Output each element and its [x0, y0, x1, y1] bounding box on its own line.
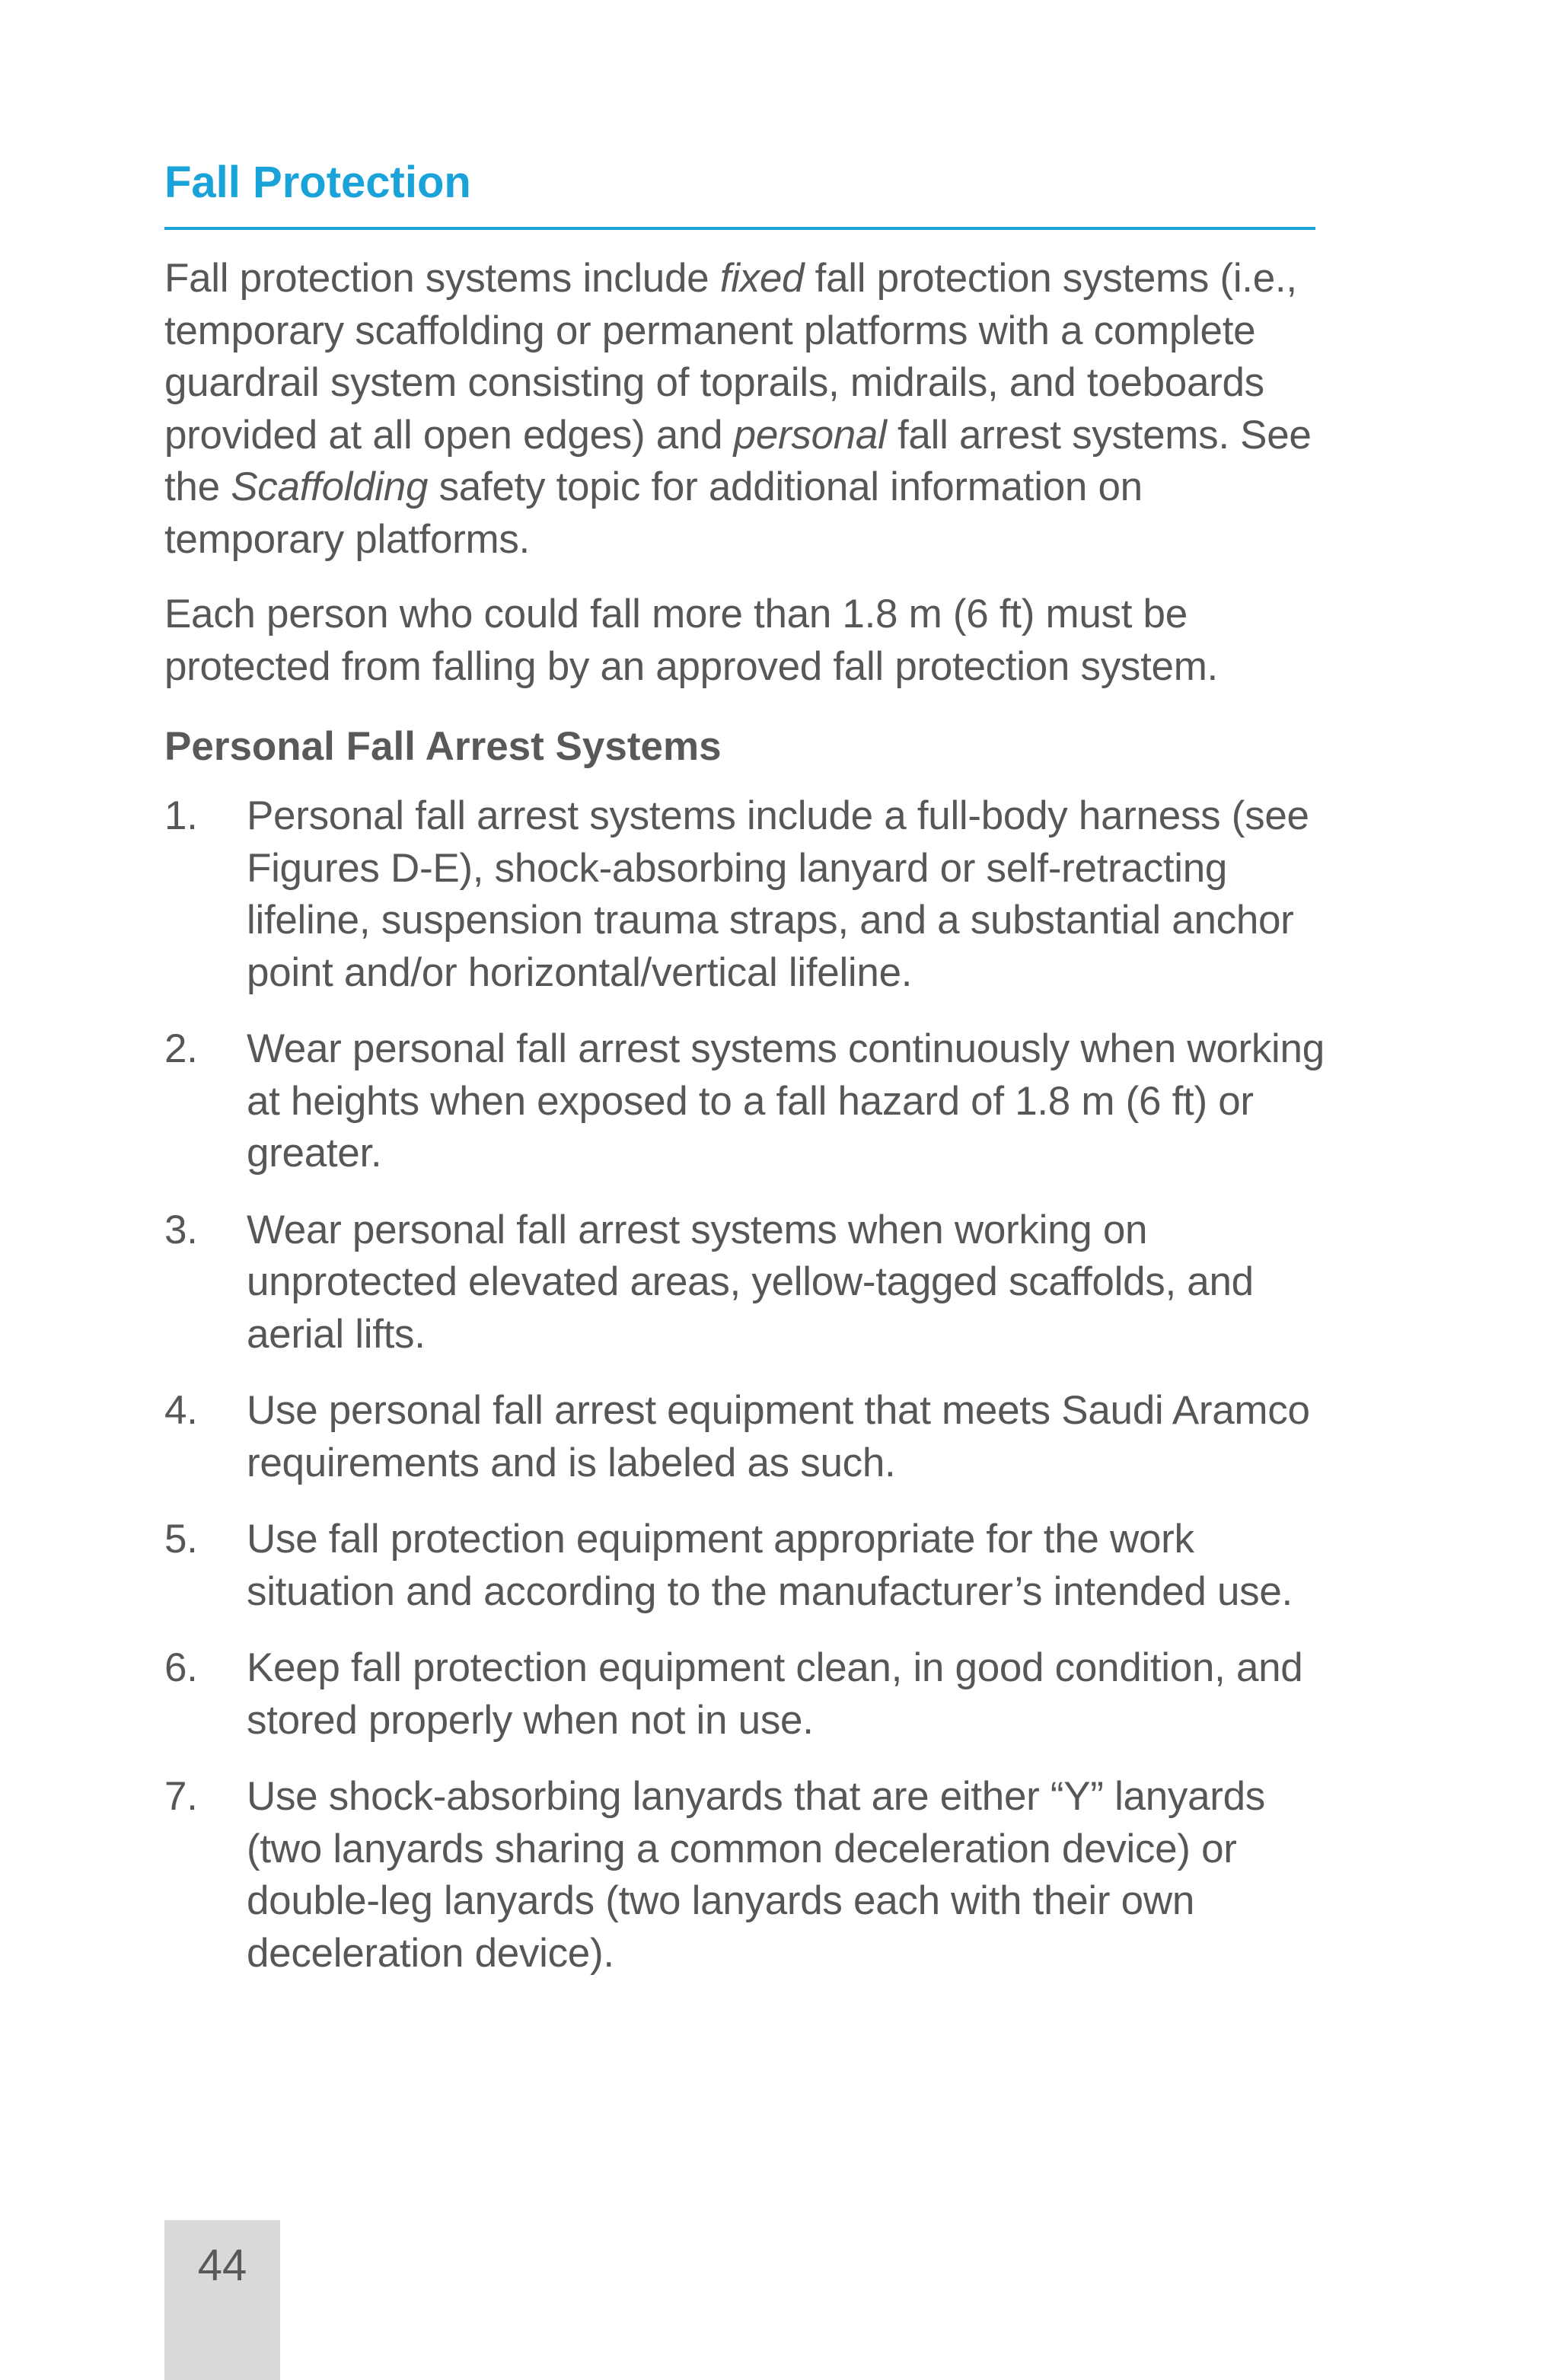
intro-personal-emphasis: personal [733, 412, 887, 458]
item-text: Use shock-absorbing lanyards that are either “Y” lanyards (two lanyards sharing a common deceleration device) or double-leg lanyards (two lanyards each with their own deceleration device). [247, 1774, 1265, 1976]
document-page [164, 152, 1329, 2004]
requirements-list [164, 790, 1329, 1980]
item-text: Personal fall arrest systems include a full-body harness (see Figures D-E), shock-absorbing lanyard or self-retracting lifeline, suspension trauma straps, and a substantial anchor point and/or horizontal/vertical lifeline. [247, 793, 1309, 995]
list-item [164, 1771, 1329, 1980]
intro-paragraph-2: Each person who could fall more than 1.8 m (6 ft) must be protected from falling by an approved fall protection system. [164, 592, 1218, 689]
item-number: 2. [164, 1026, 198, 1071]
item-number: 4. [164, 1388, 198, 1433]
intro-fixed-emphasis: fixed [719, 256, 805, 301]
section-title: Fall Protection [164, 152, 1315, 230]
item-number: 1. [164, 793, 198, 838]
list-item [164, 790, 1329, 999]
item-text: Keep fall protection equipment clean, in good condition, and stored properly when not in use. [247, 1645, 1303, 1743]
item-number: 3. [164, 1207, 198, 1252]
item-text: Wear personal fall arrest systems when working on unprotected elevated areas, yellow-tagged scaffolds, and aerial lifts. [247, 1207, 1254, 1357]
subheading: Personal Fall Arrest Systems [164, 724, 722, 769]
intro-text: fall protection systems (i.e., temporary scaffolding or permanent platforms with a complete guardrail system consisting of toprails, midrails, and toeboards provided at all open edges) and [164, 256, 1297, 458]
page-number: 44 [197, 2241, 247, 2290]
list-item [164, 1642, 1329, 1747]
scaffolding-reference: Scaffolding [231, 464, 429, 509]
list-item [164, 1023, 1329, 1180]
intro-text: Fall protection systems include [164, 256, 720, 301]
list-item [164, 1204, 1329, 1361]
list-item [164, 1514, 1329, 1618]
page-number-tab [164, 2220, 280, 2380]
item-text: Use fall protection equipment appropriate for the work situation and according to the manufacturer’s intended use. [247, 1517, 1293, 1614]
item-number: 5. [164, 1517, 198, 1562]
item-number: 6. [164, 1645, 198, 1690]
intro-text: safety topic for additional information on temporary platforms. [164, 464, 1143, 562]
item-text: Use personal fall arrest equipment that meets Saudi Aramco requirements and is labeled as such. [247, 1388, 1310, 1485]
intro-text: fall arrest systems. See the [164, 412, 1312, 509]
item-number: 7. [164, 1774, 198, 1819]
list-item [164, 1385, 1329, 1489]
intro-paragraph-1 [164, 253, 1329, 566]
item-text: Wear personal fall arrest systems continuously when working at heights when exposed to a fall hazard of 1.8 m (6 ft) or greater. [247, 1026, 1325, 1176]
